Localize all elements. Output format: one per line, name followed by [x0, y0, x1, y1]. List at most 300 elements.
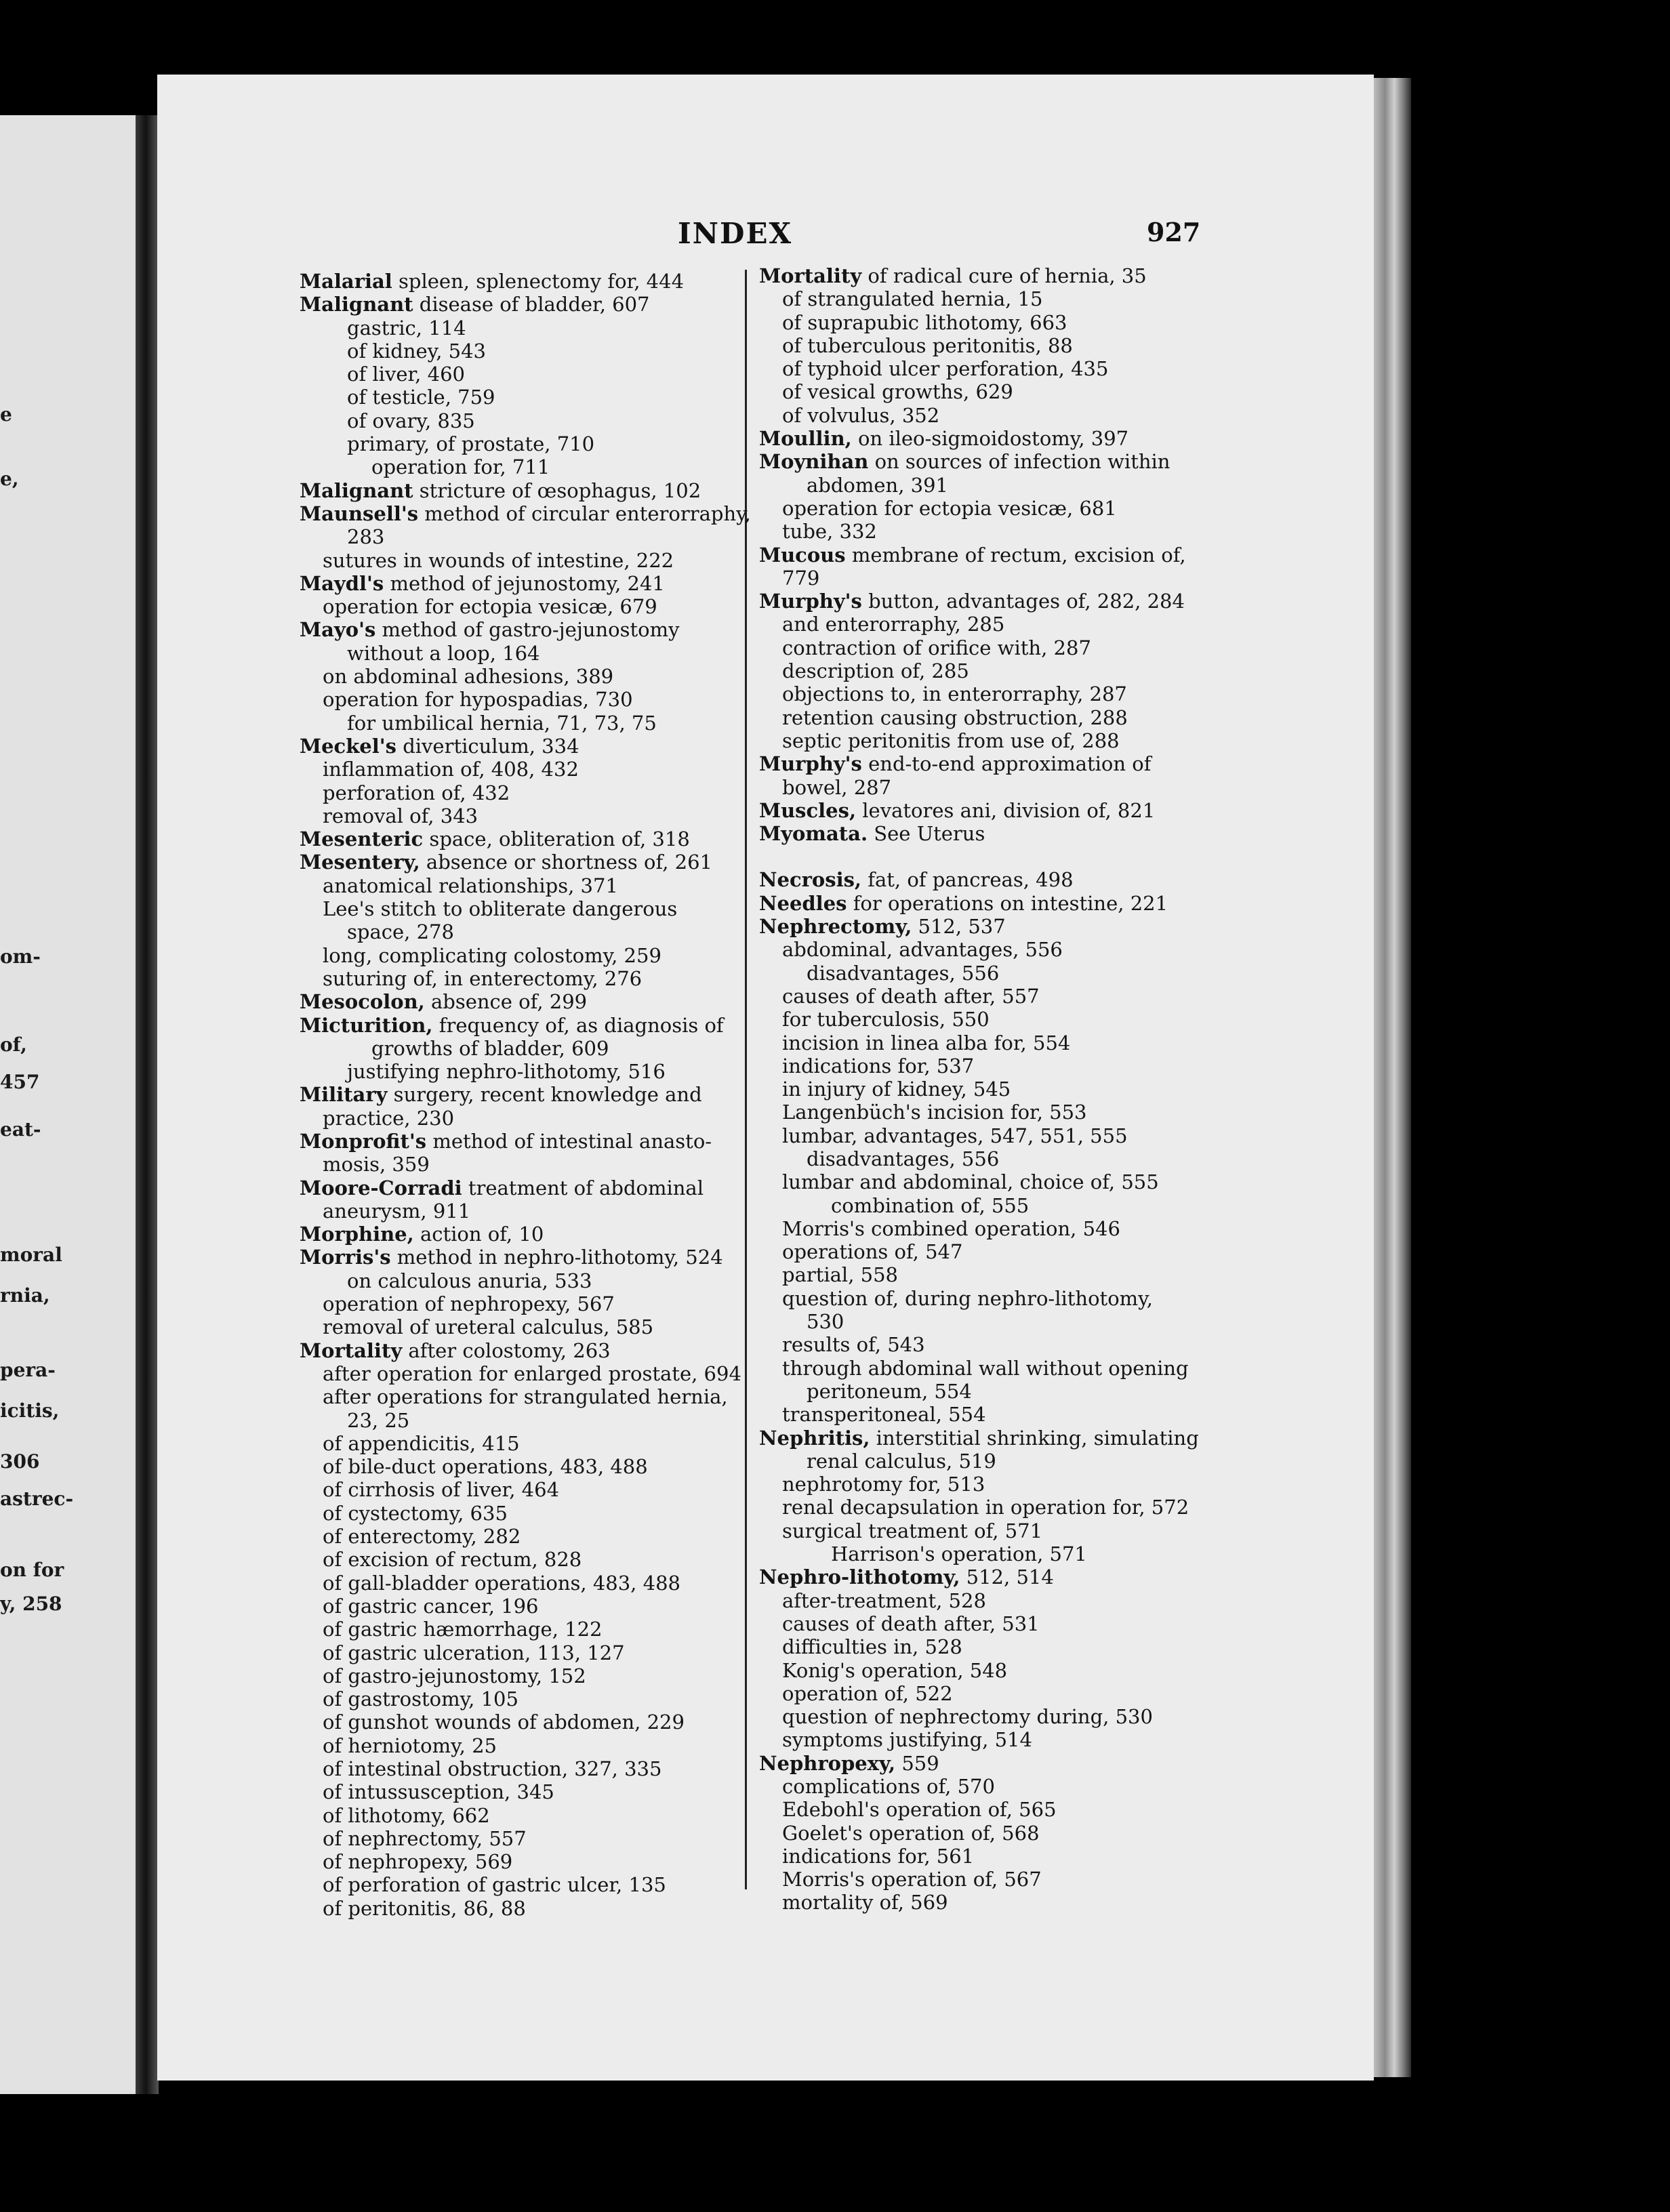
index-heading: Morris's: [300, 1246, 391, 1269]
index-entry: [759, 845, 1234, 868]
index-text: sutures in wounds of intestine, 222: [323, 548, 674, 572]
index-text: of nephropexy, 569: [323, 1850, 513, 1874]
left-page-fragment: icitis,: [0, 1399, 60, 1422]
index-text: interstitial shrinking, simulating: [870, 1426, 1199, 1450]
index-text: space, obliteration of, 318: [423, 827, 690, 851]
index-text: abdomen, 391: [807, 473, 949, 497]
index-text: anatomical relationships, 371: [323, 874, 618, 897]
index-text: of kidney, 543: [347, 339, 486, 363]
index-text: of intussusception, 345: [323, 1780, 554, 1804]
index-entry: [300, 1362, 760, 1385]
index-entry: [759, 1798, 1234, 1821]
left-page-fragment: y, 258: [0, 1593, 62, 1615]
index-entry: [300, 642, 760, 665]
index-entry: [759, 1542, 1234, 1565]
index-entry: [759, 590, 1234, 613]
index-entry: [759, 1589, 1234, 1612]
index-entry: [300, 1292, 760, 1315]
index-entry: [300, 1595, 760, 1618]
index-heading: Myomata.: [759, 822, 868, 846]
left-page-fragment: astrec-: [0, 1488, 74, 1510]
index-text: Harrison's operation, 571: [831, 1542, 1087, 1566]
index-text: surgical treatment of, 571: [782, 1519, 1043, 1542]
index-entry: [759, 799, 1234, 822]
index-text: 779: [782, 566, 820, 590]
index-entry: [300, 688, 760, 711]
index-entry: [300, 781, 760, 804]
index-text: of typhoid ulcer perforation, 435: [782, 357, 1109, 381]
index-entry: [300, 1315, 760, 1338]
index-entry: [759, 1682, 1234, 1705]
index-entry: [300, 1409, 760, 1432]
index-entry: [759, 1635, 1234, 1658]
index-text: of lithotomy, 662: [323, 1803, 490, 1827]
index-heading: Necrosis,: [759, 868, 862, 892]
index-entry: [759, 404, 1234, 427]
index-heading: Muscles,: [759, 798, 857, 822]
index-entry: [300, 340, 760, 363]
index-heading: Nephrectomy,: [759, 915, 912, 939]
index-entry: [300, 595, 760, 618]
index-heading: Mortality: [759, 264, 862, 287]
index-entry: [300, 967, 760, 990]
index-heading: Maunsell's: [300, 501, 419, 525]
index-text: peritoneum, 554: [807, 1379, 972, 1403]
index-text: of ovary, 835: [347, 409, 475, 432]
index-text: See Uterus: [868, 822, 985, 846]
index-entry: [759, 1008, 1234, 1031]
index-entry: [300, 270, 760, 293]
index-entry: [759, 659, 1234, 682]
index-entry: [759, 1054, 1234, 1078]
index-text: 512, 537: [912, 915, 1006, 939]
index-entry: [759, 474, 1234, 497]
index-heading: Malignant: [300, 478, 413, 502]
index-heading: Military: [300, 1083, 388, 1107]
index-entry: [759, 636, 1234, 659]
index-entry: [759, 1263, 1234, 1286]
index-entry: [300, 1200, 760, 1223]
index-entry: [300, 1223, 760, 1246]
left-page-fragment: of,: [0, 1033, 27, 1056]
index-text: of cirrhosis of liver, 464: [323, 1478, 560, 1502]
index-text: end-to-end approximation of: [861, 752, 1152, 776]
index-entry: [300, 897, 760, 920]
index-heading: Nephro-lithotomy,: [759, 1565, 960, 1589]
index-text: fat, of pancreas, 498: [861, 868, 1074, 892]
index-text: operation for hypospadias, 730: [323, 688, 633, 712]
index-text: mortality of, 569: [782, 1891, 948, 1914]
index-entry: [300, 1037, 760, 1060]
index-text: growths of bladder, 609: [371, 1036, 609, 1060]
left-page-fragment: moral: [0, 1244, 62, 1266]
index-entry: [300, 1664, 760, 1687]
index-heading: Mesocolon,: [300, 990, 425, 1014]
index-entry: [300, 1827, 760, 1850]
index-entry: [759, 892, 1234, 915]
index-text: spleen, splenectomy for, 444: [392, 270, 685, 293]
index-heading: Mucous: [759, 543, 846, 567]
index-text: symptoms justifying, 514: [782, 1728, 1032, 1752]
index-entry: [759, 1333, 1234, 1356]
index-text: lumbar and abdominal, choice of, 555: [782, 1170, 1159, 1194]
index-text: indications for, 537: [782, 1054, 975, 1078]
index-text: on ileo-sigmoidostomy, 397: [851, 427, 1129, 451]
left-page-fragment: eat-: [0, 1118, 41, 1141]
index-entry: [759, 1868, 1234, 1891]
index-text: operations of, 547: [782, 1240, 963, 1264]
index-entry: [759, 1403, 1234, 1426]
index-entry: [759, 706, 1234, 729]
index-entry: [759, 1822, 1234, 1845]
left-page-fragment: on for: [0, 1559, 64, 1581]
left-page-fragment: 457: [0, 1071, 40, 1093]
index-entry: [759, 1427, 1234, 1450]
index-text: operation for ectopia vesicæ, 679: [323, 595, 657, 619]
index-text: abdominal, advantages, 556: [782, 938, 1063, 962]
index-entry: [300, 1339, 760, 1362]
index-text: of herniotomy, 25: [323, 1734, 497, 1757]
index-entry: [759, 752, 1234, 775]
index-text: practice, 230: [323, 1106, 455, 1130]
index-entry: [300, 525, 760, 548]
index-text: for tuberculosis, 550: [782, 1008, 990, 1031]
index-text: Morris's combined operation, 546: [782, 1216, 1120, 1240]
index-text: 512, 514: [960, 1565, 1054, 1589]
index-text: of peritonitis, 86, 88: [323, 1896, 526, 1920]
index-text: disease of bladder, 607: [413, 293, 650, 316]
index-heading: Micturition,: [300, 1013, 433, 1037]
index-text: causes of death after, 531: [782, 1612, 1040, 1635]
index-heading: Nephritis,: [759, 1426, 870, 1450]
index-text: for operations on intestine, 221: [847, 891, 1168, 915]
index-text: surgery, recent knowledge and: [387, 1083, 702, 1107]
index-entry: [300, 1176, 760, 1200]
index-entry: [759, 567, 1234, 590]
index-text: stricture of œsophagus, 102: [413, 478, 701, 502]
index-entry: [300, 1060, 760, 1083]
index-entry: [759, 1612, 1234, 1635]
index-entry: [300, 1107, 760, 1130]
index-entry: [759, 427, 1234, 450]
index-text: of excision of rectum, 828: [323, 1548, 582, 1572]
index-text: of cystectomy, 635: [323, 1501, 508, 1525]
index-entry: [759, 776, 1234, 799]
index-text: Konig's operation, 548: [782, 1658, 1008, 1682]
index-entry: [300, 1525, 760, 1548]
index-entry: [300, 1014, 760, 1037]
index-heading: Maydl's: [300, 571, 384, 595]
index-text: perforation of, 432: [323, 781, 510, 804]
index-text: gastric, 114: [347, 316, 466, 340]
index-heading: Murphy's: [759, 590, 862, 613]
index-entry: [759, 682, 1234, 705]
index-entry: [300, 665, 760, 688]
left-page-fragment: e,: [0, 468, 19, 490]
index-text: without a loop, 164: [347, 641, 540, 665]
index-heading: Morphine,: [300, 1223, 414, 1246]
index-entry: [300, 618, 760, 641]
index-entry: [759, 1450, 1234, 1473]
index-text: of testicle, 759: [347, 386, 495, 409]
index-entry: [759, 1519, 1234, 1542]
index-text: after-treatment, 528: [782, 1589, 986, 1612]
index-entry: [759, 311, 1234, 334]
index-entry: [759, 729, 1234, 752]
index-entry: [300, 1804, 760, 1827]
index-text: 23, 25: [347, 1408, 410, 1432]
index-text: bowel, 287: [782, 775, 892, 799]
index-entry: [300, 455, 760, 478]
index-text: primary, of prostate, 710: [347, 432, 595, 456]
index-text: of volvulus, 352: [782, 403, 940, 427]
index-entry: [300, 990, 760, 1013]
index-text: nephrotomy for, 513: [782, 1473, 985, 1496]
index-text: after operations for strangulated hernia,: [323, 1385, 728, 1409]
index-entry: [759, 1287, 1234, 1310]
index-entry: [759, 1101, 1234, 1124]
index-heading: Mesentery,: [300, 851, 420, 874]
index-entry: [300, 1502, 760, 1525]
index-entry: [300, 1432, 760, 1455]
index-heading: Moore-Corradi: [300, 1176, 462, 1200]
page-title: INDEX: [678, 217, 793, 250]
index-text: inflammation of, 408, 432: [323, 758, 579, 781]
index-text: of gunshot wounds of abdomen, 229: [323, 1711, 685, 1734]
index-text: space, 278: [347, 920, 454, 944]
index-text: of gastrostomy, 105: [323, 1687, 518, 1711]
index-text: absence of, 299: [424, 990, 588, 1014]
index-text: membrane of rectum, excision of,: [845, 543, 1186, 567]
left-page-fragment: 306: [0, 1450, 40, 1473]
index-text: action of, 10: [413, 1223, 544, 1246]
index-entry: [300, 827, 760, 851]
index-entry: [759, 962, 1234, 985]
index-text: lumbar, advantages, 547, 551, 555: [782, 1124, 1128, 1147]
index-text: Langenbüch's incision for, 553: [782, 1101, 1087, 1124]
index-heading: Mortality: [300, 1338, 403, 1362]
index-text: through abdominal wall without opening: [782, 1356, 1189, 1380]
index-text: incision in linea alba for, 554: [782, 1031, 1071, 1054]
index-text: levatores ani, division of, 821: [856, 798, 1156, 822]
left-page: [0, 115, 146, 2094]
index-entry: [759, 334, 1234, 357]
index-text: suturing of, in enterectomy, 276: [323, 966, 643, 990]
index-entry: [300, 874, 760, 897]
index-text: description of, 285: [782, 659, 969, 683]
index-text: complications of, 570: [782, 1775, 995, 1798]
index-text: of radical cure of hernia, 35: [861, 264, 1147, 287]
index-entry: [759, 1147, 1234, 1170]
index-entry: [300, 1455, 760, 1478]
index-entry: [759, 1124, 1234, 1147]
index-entry: [300, 549, 760, 572]
index-entry: [300, 502, 760, 525]
index-entry: [759, 1240, 1234, 1263]
left-page-fragment: pera-: [0, 1359, 56, 1381]
index-entry: [759, 497, 1234, 520]
index-text: retention causing obstruction, 288: [782, 705, 1128, 729]
index-text: of vesical growths, 629: [782, 380, 1013, 404]
index-entry: [759, 1217, 1234, 1240]
index-text: of strangulated hernia, 15: [782, 287, 1043, 311]
index-entry: [759, 1473, 1234, 1496]
index-text: on sources of infection within: [868, 450, 1170, 474]
index-heading: Monprofit's: [300, 1129, 427, 1153]
index-text: Morris's operation of, 567: [782, 1868, 1042, 1891]
index-entry: [759, 287, 1234, 310]
index-entry: [300, 1641, 760, 1664]
index-entry: [759, 938, 1234, 961]
index-entry: [300, 1083, 760, 1106]
index-entry: [300, 1130, 760, 1153]
index-text: operation for, 711: [371, 455, 550, 479]
index-text: of gastric cancer, 196: [323, 1594, 539, 1618]
index-text: tube, 332: [782, 520, 877, 544]
index-text: of tuberculous peritonitis, 88: [782, 333, 1073, 357]
index-text: difficulties in, 528: [782, 1635, 962, 1659]
index-entry: [300, 851, 760, 874]
index-text: 283: [347, 525, 385, 549]
index-entry: [759, 613, 1234, 636]
index-heading: Meckel's: [300, 734, 396, 758]
index-entry: [300, 1153, 760, 1176]
index-text: method of circular enterorraphy,: [418, 501, 751, 525]
index-entry: [300, 432, 760, 455]
index-entry: [759, 1659, 1234, 1682]
index-entry: [300, 1269, 760, 1292]
index-text: Lee's stitch to obliterate dangerous: [323, 897, 678, 921]
index-entry: [300, 1478, 760, 1501]
index-text: septic peritonitis from use of, 288: [782, 729, 1120, 752]
index-text: removal of ureteral calculus, 585: [323, 1315, 654, 1339]
index-text: long, complicating colostomy, 259: [323, 943, 661, 967]
index-entry: [759, 915, 1234, 938]
index-heading: Moullin,: [759, 427, 852, 451]
index-entry: [759, 1357, 1234, 1380]
index-text: question of nephrectomy during, 530: [782, 1705, 1153, 1729]
index-entry: [759, 520, 1234, 543]
index-entry: [759, 868, 1234, 891]
index-entry: [300, 1548, 760, 1571]
index-entry: [759, 1496, 1234, 1519]
index-text: contraction of orifice with, 287: [782, 636, 1091, 659]
index-entry: [759, 380, 1234, 403]
index-entry: [300, 1618, 760, 1641]
index-heading: Malignant: [300, 293, 413, 316]
index-text: method of jejunostomy, 241: [384, 571, 665, 595]
index-text: method of intestinal anasto-: [426, 1129, 712, 1153]
index-text: of intestinal obstruction, 327, 335: [323, 1757, 662, 1780]
index-text: disadvantages, 556: [807, 961, 1000, 985]
left-page-fragment: om-: [0, 945, 41, 968]
index-text: operation of nephropexy, 567: [323, 1292, 615, 1316]
index-entry: [300, 409, 760, 432]
index-text: method in nephro-lithotomy, 524: [390, 1246, 723, 1269]
index-text: of bile-duct operations, 483, 488: [323, 1455, 648, 1479]
index-text: of gastric hæmorrhage, 122: [323, 1618, 603, 1641]
index-heading: Mayo's: [300, 618, 376, 642]
index-heading: Mesenteric: [300, 827, 424, 851]
left-page-fragment: rnia,: [0, 1284, 50, 1307]
index-entry: [759, 264, 1234, 287]
index-text: button, advantages of, 282, 284: [861, 590, 1185, 613]
index-entry: [759, 1380, 1234, 1403]
index-text: of appendicitis, 415: [323, 1431, 520, 1455]
index-entry: [300, 1757, 760, 1780]
index-entry: [759, 544, 1234, 567]
index-text: frequency of, as diagnosis of: [432, 1013, 724, 1037]
index-entry: [759, 1752, 1234, 1775]
index-entry: [300, 572, 760, 595]
index-entry: [759, 1728, 1234, 1751]
index-text: objections to, in enterorraphy, 287: [782, 682, 1127, 706]
index-text: treatment of abdominal: [462, 1176, 704, 1200]
page-edge: [1374, 78, 1411, 2077]
index-text: mosis, 359: [323, 1153, 430, 1176]
book-gutter: [136, 115, 159, 2094]
index-text: transperitoneal, 554: [782, 1403, 986, 1427]
index-entry: [300, 944, 760, 967]
index-entry: [759, 1845, 1234, 1868]
index-entry: [300, 1873, 760, 1896]
index-heading: Malarial: [300, 270, 392, 293]
index-text: in injury of kidney, 545: [782, 1078, 1011, 1101]
left-page-fragment: e: [0, 403, 12, 426]
index-text: of suprapubic lithotomy, 663: [782, 310, 1067, 334]
index-text: results of, 543: [782, 1333, 925, 1357]
index-column-left: [300, 270, 760, 1920]
index-entry: [300, 758, 760, 781]
index-text: 530: [807, 1310, 844, 1334]
index-entry: [300, 1385, 760, 1408]
index-text: method of gastro-jejunostomy: [375, 618, 680, 642]
index-entry: [300, 1897, 760, 1920]
index-heading: Moynihan: [759, 450, 869, 474]
index-heading: Murphy's: [759, 752, 862, 776]
index-text: renal calculus, 519: [807, 1449, 996, 1473]
index-entry: [759, 985, 1234, 1008]
index-entry: [759, 1078, 1234, 1101]
index-entry: [300, 1572, 760, 1595]
index-text: of perforation of gastric ulcer, 135: [323, 1873, 666, 1897]
index-entry: [300, 479, 760, 502]
index-text: of gastric ulceration, 113, 127: [323, 1641, 625, 1664]
index-entry: [300, 1780, 760, 1803]
index-text: renal decapsulation in operation for, 572: [782, 1496, 1189, 1519]
index-text: justifying nephro-lithotomy, 516: [347, 1060, 666, 1084]
index-text: operation of, 522: [782, 1681, 953, 1705]
index-text: combination of, 555: [831, 1193, 1030, 1217]
index-entry: [759, 1705, 1234, 1728]
index-entry: [300, 1850, 760, 1873]
index-entry: [759, 1565, 1234, 1589]
index-text: 559: [895, 1751, 939, 1775]
index-entry: [300, 735, 760, 758]
index-entry: [759, 450, 1234, 473]
index-entry: [300, 363, 760, 386]
index-column-right: [759, 264, 1234, 1914]
index-entry: [300, 804, 760, 827]
index-entry: [759, 1170, 1234, 1193]
index-entry: [300, 293, 760, 316]
index-entry: [759, 1775, 1234, 1798]
index-entry: [759, 1310, 1234, 1333]
index-text: Edebohl's operation of, 565: [782, 1798, 1057, 1822]
index-text: of gastro-jejunostomy, 152: [323, 1664, 586, 1687]
index-text: after colostomy, 263: [402, 1338, 611, 1362]
index-text: operation for ectopia vesicæ, 681: [782, 496, 1117, 520]
